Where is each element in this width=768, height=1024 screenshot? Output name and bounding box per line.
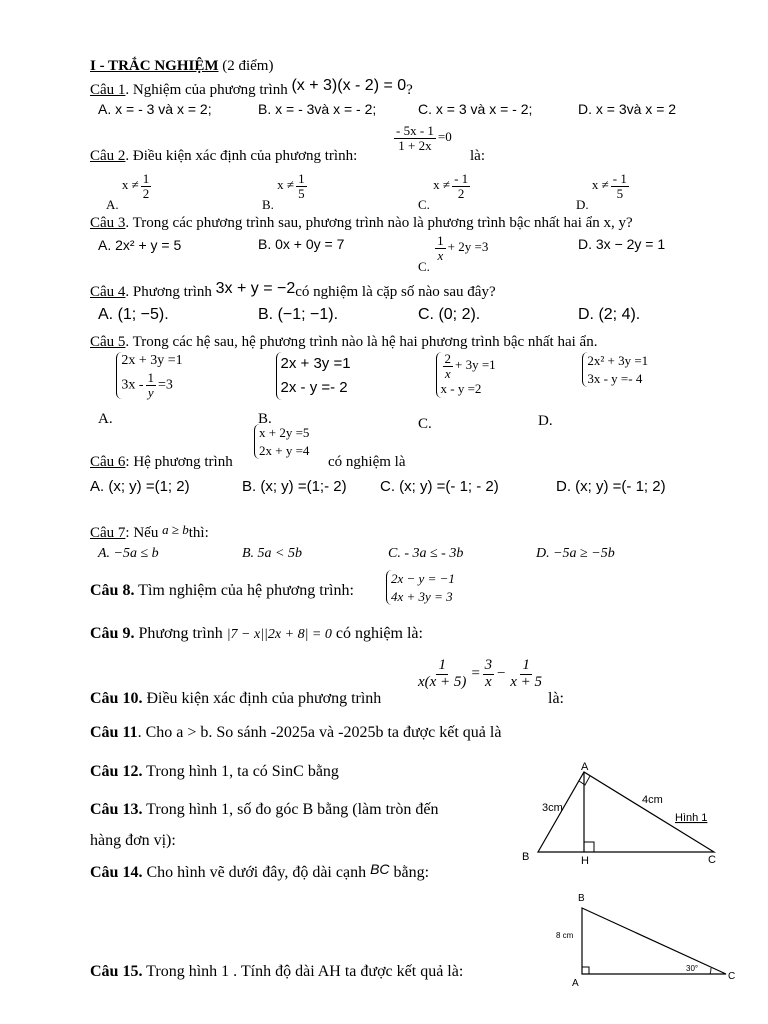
q8-line2: 4x + 3y = 3 [391, 588, 453, 604]
q2-rhs: =0 [437, 129, 452, 145]
q6-option-a: A. (x; y) =(1; 2) [90, 478, 190, 495]
q5-option-a [98, 352, 183, 428]
q6-text: : Hệ phương trình [125, 454, 233, 470]
fig2-label-angle: 30° [686, 964, 699, 973]
q10-n1: 1 [438, 657, 446, 673]
q7-option-c: C. - 3a ≤ - 3b [388, 546, 464, 561]
q3-option-a: A. 2x² + y = 5 [98, 237, 182, 253]
question-15 [90, 963, 463, 981]
q3-option-b: B. 0x + 0y = 7 [258, 236, 345, 252]
question-5 [90, 334, 597, 351]
fig1-label-c: C [708, 854, 716, 866]
q4-end: có nghiệm là cặp số nào sau đây? [295, 284, 496, 300]
q7-condition: a ≥ b [162, 522, 189, 537]
q6-label: Câu 6 [90, 454, 126, 470]
q5-c-letter: C. [418, 416, 432, 433]
q13-label: Câu 13. [90, 801, 143, 818]
q5-option-c [418, 351, 496, 433]
q11-label: Câu 11 [90, 724, 138, 741]
question-8 [90, 582, 354, 600]
angle-arc-c [710, 968, 711, 974]
q2-numerator: - 5x - 1 [396, 123, 434, 138]
q1-equation: (x + 3)(x - 2) = 0 [291, 77, 407, 94]
q6-end: có nghiệm là [328, 454, 406, 470]
q10-label: Câu 10. [90, 690, 143, 707]
q9-label: Câu 9. [90, 625, 135, 642]
q5-c-line2: x - y =2 [440, 381, 482, 397]
q3-c-den: x [437, 247, 444, 263]
q6-line1: x + 2y =5 [259, 425, 310, 440]
fig2-label-ab: 8 cm [556, 931, 574, 940]
q2-a-den: 2 [142, 185, 150, 201]
q4-equation: 3x + y = −2 [215, 280, 296, 297]
q10-d2: x [484, 673, 492, 690]
q6-line2: 2x + y =4 [259, 442, 310, 458]
q10-n3: 1 [522, 657, 530, 673]
q2-option-c [418, 171, 472, 213]
q5-option-d [538, 352, 649, 429]
q2-c-num: - 1 [454, 171, 469, 186]
q3-c-rest: + 2y =3 [447, 239, 489, 255]
q9-equation: |7 − x||2x + 8| = 0 [226, 627, 332, 642]
q13-text-line2: hàng đơn vị): [90, 832, 176, 849]
question-7 [90, 522, 209, 542]
q2-equation [392, 124, 452, 152]
q4-option-b: B. (−1; −1). [258, 306, 339, 323]
q8-text: Tìm nghiệm của hệ phương trình: [138, 582, 354, 599]
q10-d3: x + 5 [510, 673, 542, 690]
q4-label: Câu 4 [90, 284, 126, 300]
q2-option-b [262, 171, 309, 213]
q2-c-den: 2 [457, 185, 465, 201]
q14-bc: BC [370, 861, 390, 877]
q7-label: Câu 7 [90, 525, 126, 541]
q2-b-x: x ≠ [277, 177, 295, 193]
fig1-caption: Hình 1 [675, 812, 708, 824]
q5-a-line2-num: 1 [147, 369, 155, 385]
q10-d1: x(x + 5) [418, 673, 467, 690]
q5-d-letter: D. [538, 412, 553, 429]
right-angle-a-2 [582, 967, 589, 974]
q2-d-den: 5 [616, 185, 624, 201]
q5-c-line1b: + 3y =1 [455, 357, 496, 373]
q7-option-d: D. −5a ≥ −5b [536, 546, 615, 561]
fig1-label-ac: 4cm [642, 794, 663, 806]
q7-text: : Nếu [125, 525, 159, 541]
question-11 [90, 724, 501, 742]
q8-label: Câu 8. [90, 582, 135, 599]
fig1-label-a: A [581, 761, 589, 773]
q2-label: Câu 2 [90, 148, 126, 164]
question-14 [90, 861, 430, 882]
q3-text: . Trong các phương trình sau, phương trình nào là phương trình bậc nhất hai ẩn x, y? [125, 215, 633, 231]
q3-c-num: 1 [437, 233, 444, 248]
right-angle-h [584, 842, 594, 852]
q2-d-letter: D. [576, 197, 589, 213]
question-12 [90, 763, 339, 781]
q3-option-d: D. 3x − 2y = 1 [578, 236, 666, 252]
q12-label: Câu 12. [90, 763, 143, 780]
q2-a-x: x ≠ [121, 177, 139, 193]
figure-2 [548, 888, 744, 994]
question-2 [90, 148, 357, 165]
q5-b-line2: 2x - y =- 2 [280, 379, 348, 396]
q4-text: . Phương trình [125, 284, 212, 300]
q5-option-b [258, 352, 351, 428]
fig1-label-ab: 3cm [542, 802, 563, 814]
q2-b-num: 1 [298, 171, 305, 186]
question-3 [90, 215, 633, 232]
q9-end: có nghiệm là: [335, 625, 423, 642]
figure-1 [518, 760, 728, 868]
section-score: (2 điểm) [218, 58, 274, 74]
q6-option-d: D. (x; y) =(- 1; 2) [556, 478, 666, 495]
q4-option-c: C. (0; 2). [418, 306, 481, 323]
q5-d-line2: 3x - y =- 4 [587, 370, 643, 386]
q13-text: Trong hình 1, số đo góc B bằng (làm tròn đến [146, 801, 439, 818]
fig2-label-a: A [572, 978, 579, 989]
q15-label: Câu 15. [90, 963, 143, 980]
q5-b-letter: B. [258, 411, 272, 428]
question-4 [90, 280, 496, 301]
q14-end: bằng: [393, 864, 430, 881]
q1-option-d: D. x = 3và x = 2 [578, 101, 677, 117]
q2-end: là: [470, 148, 485, 164]
q2-text: . Điều kiện xác định của phương trình: [125, 148, 358, 164]
q5-label: Câu 5 [90, 334, 126, 350]
triangle-abc-2 [582, 908, 726, 974]
q11-text: . Cho a > b. So sánh -2025a và -2025b ta được kết quả là [137, 724, 502, 741]
q5-c-line1-num: 2 [444, 351, 452, 366]
q8-system [386, 570, 455, 605]
fig1-label-b: B [522, 851, 530, 863]
q8-line1: 2x − y = −1 [391, 571, 455, 586]
q1-label: Câu 1 [90, 82, 126, 98]
q2-c-x: x ≠ [433, 177, 451, 193]
q5-d-line1: 2x² + 3y =1 [587, 353, 649, 368]
q1-option-a: A. x = - 3 và x = 2; [98, 101, 212, 117]
q5-a-line2b: =3 [158, 377, 173, 393]
q2-option-d [576, 171, 631, 213]
q7-end: thì: [188, 525, 209, 541]
q5-c-line1-den: x [444, 365, 451, 381]
fig2-label-b: B [578, 893, 585, 904]
question-6 [90, 454, 233, 471]
q2-d-num: - 1 [612, 171, 627, 186]
q2-option-a [106, 171, 153, 213]
q3-option-c [418, 233, 489, 275]
q5-a-letter: A. [98, 411, 113, 428]
q7-option-a: A. −5a ≤ b [98, 546, 159, 561]
q7-option-b: B. 5a < 5b [242, 546, 302, 561]
q2-b-den: 5 [298, 185, 305, 201]
q14-text: Cho hình vẽ dưới đây, độ dài cạnh [146, 864, 367, 881]
question-10 [90, 690, 381, 708]
fig1-label-h: H [581, 855, 589, 867]
q2-c-letter: C. [418, 197, 430, 213]
q5-a-line2-den: y [147, 384, 154, 400]
q4-option-a: A. (1; −5). [98, 306, 169, 323]
q6-option-c: C. (x; y) =(- 1; - 2) [380, 478, 499, 495]
question-9 [90, 625, 423, 643]
q2-b-letter: B. [262, 197, 274, 213]
fig2-label-c: C [728, 971, 736, 982]
q10-text: Điều kiện xác định của phương trình [146, 690, 382, 707]
q2-denominator: 1 + 2x [398, 137, 432, 153]
q1-option-c: C. x = 3 và x = - 2; [418, 101, 533, 117]
q2-d-x: x ≠ [591, 177, 609, 193]
q9-text: Phương trình [138, 625, 223, 642]
q4-option-d: D. (2; 4). [578, 306, 641, 323]
question-13 [90, 801, 438, 819]
q2-a-letter: A. [106, 197, 119, 213]
q2-a-num: 1 [142, 171, 150, 186]
q6-system [254, 424, 309, 459]
q5-b-line1: 2x + 3y =1 [280, 355, 351, 372]
q3-label: Câu 3 [90, 215, 126, 231]
section-title: I - TRẮC NGHIỆM [90, 58, 219, 74]
q5-text: . Trong các hệ sau, hệ phương trình nào là hệ hai phương trình bậc nhất hai ẩn. [125, 334, 598, 350]
q10-equation: $\frac{1}{x(x + 5)}$ = $\frac{3}{x}$ − $\frac{1}{x + 5}$ [418, 657, 542, 690]
q15-text: Trong hình 1 . Tính độ dài AH ta được kết quả là: [146, 963, 464, 980]
q1-text: . Nghiệm của phương trình [125, 82, 288, 98]
q10-end: là: [548, 690, 564, 707]
q5-a-line1: 2x + 3y =1 [121, 353, 183, 368]
q12-text: Trong hình 1, ta có SinC bằng [146, 763, 339, 780]
q6-option-b: B. (x; y) =(1;- 2) [242, 478, 347, 495]
q1-option-b: B. x = - 3và x = - 2; [258, 101, 377, 117]
q3-c-letter: C. [418, 259, 430, 275]
section-heading [90, 58, 273, 75]
question-1 [90, 77, 413, 99]
q5-a-line2a: 3x - [121, 377, 144, 393]
q1-end: ? [406, 82, 413, 98]
q10-n2: 3 [484, 657, 493, 673]
q14-label: Câu 14. [90, 864, 143, 881]
